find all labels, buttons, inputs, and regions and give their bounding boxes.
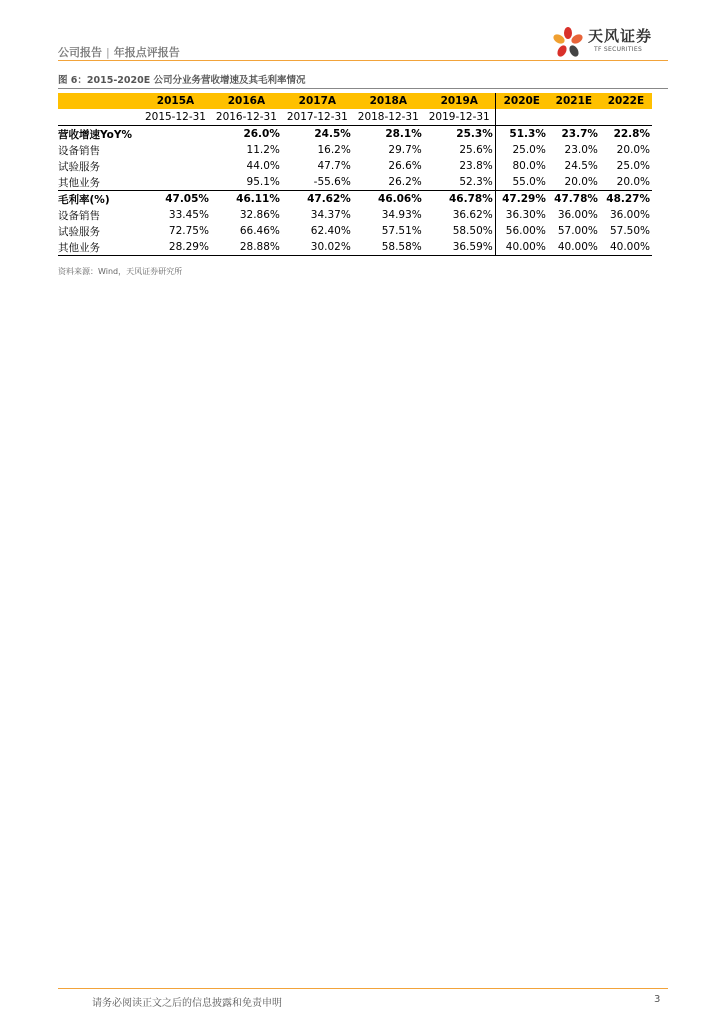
value-cell: 28.88% (211, 239, 282, 256)
value-cell: 62.40% (310, 225, 351, 237)
value-cell: 36.00% (609, 209, 650, 221)
value-cell: 23.0% (564, 144, 598, 156)
value-cell: 28.29% (140, 239, 211, 256)
year-header-cell: 2022E (600, 93, 652, 109)
financial-table (58, 93, 652, 256)
row-label: 其他业务 (58, 239, 140, 256)
table-row (58, 158, 652, 174)
value-cell: 47.62% (282, 191, 353, 208)
value-cell: 34.37% (310, 209, 351, 221)
logo-english-name: TF SECURITIES (594, 46, 643, 53)
value-cell: -55.6% (313, 176, 351, 188)
value-cell: 66.46% (239, 225, 280, 237)
value-cell: 26.2% (388, 176, 422, 188)
value-cell: 25.6% (459, 144, 493, 156)
value-cell: 32.86% (239, 209, 280, 221)
value-cell: 24.5% (282, 126, 353, 143)
value-cell: 25.3% (424, 126, 495, 143)
value-cell: 80.0% (495, 158, 548, 174)
value-cell: 47.05% (140, 191, 211, 208)
date-cell (495, 109, 548, 126)
value-cell: 58.58% (353, 239, 424, 256)
category-separator: | (106, 46, 110, 59)
value-cell: 72.75% (168, 225, 209, 237)
year-header-cell: 2018A (353, 93, 424, 109)
value-cell: 44.0% (246, 160, 280, 172)
value-cell: 24.5% (564, 160, 598, 172)
value-cell: 28.1% (353, 126, 424, 143)
value-cell: 36.62% (452, 209, 493, 221)
value-cell: 40.00% (600, 239, 652, 256)
table-row (58, 191, 652, 208)
figure-title: 图 6：2015-2020E 公司分业务营收增速及其毛利率情况 (58, 75, 306, 86)
date-corner-cell (58, 109, 140, 126)
value-cell: 40.00% (495, 239, 548, 256)
date-cell: 2019-12-31 (428, 111, 490, 123)
value-cell: 57.00% (557, 225, 598, 237)
year-header-cell: 2020E (495, 93, 548, 109)
value-cell: 36.00% (557, 209, 598, 221)
date-cell (600, 109, 652, 126)
value-cell: 56.00% (495, 223, 548, 239)
value-cell: 25.0% (495, 142, 548, 158)
row-label: 试验服务 (58, 160, 100, 173)
table-row (58, 174, 652, 191)
value-cell: 57.50% (609, 225, 650, 237)
value-cell: 48.27% (600, 191, 652, 208)
value-cell: 95.1% (246, 176, 280, 188)
value-cell: 26.6% (388, 160, 422, 172)
year-header-cell: 2017A (282, 93, 353, 109)
year-header-cell: 2016A (211, 93, 282, 109)
logo-chinese-name: 天风证券 (588, 27, 653, 45)
value-cell: 20.0% (616, 176, 650, 188)
value-cell: 57.51% (381, 225, 422, 237)
year-header-cell: 2021E (548, 93, 600, 109)
value-cell: 47.78% (548, 191, 600, 208)
table-row (58, 142, 652, 158)
value-cell: 36.59% (424, 239, 495, 256)
row-label: 毛利率(%) (58, 191, 140, 208)
disclaimer-text: 请务必阅读正文之后的信息披露和免责申明 (92, 998, 282, 1009)
value-cell: 40.00% (548, 239, 600, 256)
value-cell: 11.2% (246, 144, 280, 156)
value-cell: 22.8% (600, 126, 652, 143)
date-row (58, 109, 652, 126)
header-corner-cell (58, 93, 140, 109)
value-cell: 20.0% (616, 144, 650, 156)
value-cell: 33.45% (168, 209, 209, 221)
value-cell: 51.3% (495, 126, 548, 143)
value-cell: 34.93% (381, 209, 422, 221)
value-cell: 36.30% (495, 207, 548, 223)
value-cell (140, 126, 211, 143)
value-cell: 23.8% (459, 160, 493, 172)
date-cell: 2017-12-31 (286, 111, 348, 123)
date-cell (548, 109, 600, 126)
value-cell: 47.7% (317, 160, 351, 172)
value-cell: 20.0% (564, 176, 598, 188)
table-row (58, 126, 652, 143)
subcategory-label: 年报点评报告 (113, 46, 180, 59)
value-cell (140, 158, 211, 174)
row-label: 试验服务 (58, 225, 100, 238)
value-cell: 58.50% (452, 225, 493, 237)
value-cell: 16.2% (317, 144, 351, 156)
value-cell: 23.7% (548, 126, 600, 143)
flower-logo-icon (550, 24, 586, 60)
date-cell: 2015-12-31 (144, 111, 206, 123)
value-cell: 26.0% (211, 126, 282, 143)
source-note: 资料来源：Wind，天风证券研究所 (58, 267, 183, 276)
value-cell (140, 142, 211, 158)
value-cell: 47.29% (495, 191, 548, 208)
year-header-cell: 2015A (140, 93, 211, 109)
company-logo (550, 22, 668, 62)
year-header-row (58, 93, 652, 109)
category-label: 公司报告 (58, 46, 102, 59)
value-cell: 55.0% (495, 174, 548, 191)
row-label: 营收增速YoY% (58, 126, 140, 143)
table-row (58, 223, 652, 239)
row-label: 设备销售 (58, 144, 100, 157)
row-label: 其他业务 (58, 176, 100, 189)
footer-divider (58, 988, 668, 989)
report-category (58, 44, 180, 60)
date-cell: 2016-12-31 (215, 111, 277, 123)
row-label: 设备销售 (58, 209, 100, 222)
date-cell: 2018-12-31 (357, 111, 419, 123)
page-number: 3 (654, 994, 661, 1005)
value-cell: 25.0% (616, 160, 650, 172)
value-cell: 46.11% (211, 191, 282, 208)
value-cell: 46.06% (353, 191, 424, 208)
header-divider (58, 60, 668, 61)
table-row (58, 239, 652, 256)
value-cell: 52.3% (459, 176, 493, 188)
table-row (58, 207, 652, 223)
figure-title-divider (58, 88, 668, 89)
value-cell: 46.78% (424, 191, 495, 208)
year-header-cell: 2019A (424, 93, 495, 109)
value-cell: 29.7% (388, 144, 422, 156)
value-cell (140, 174, 211, 191)
value-cell: 30.02% (282, 239, 353, 256)
